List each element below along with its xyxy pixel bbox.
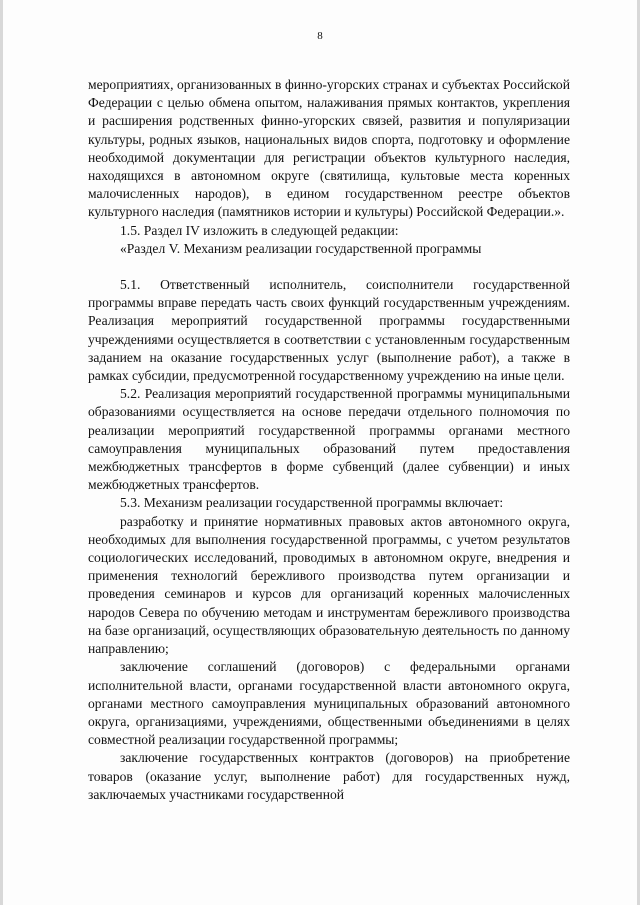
paragraph-amendment: 1.5. Раздел IV изложить в следующей редакции: <box>120 222 399 238</box>
paragraph-5-2: 5.2. Реализация мероприятий государственной программы муниципальными образованиями осуществляется на основе передачи отдельного полномочия по реализации мероприятий государственной программы органами местного самоуправления муниципальных образований путем предоставления межбюджетных трансфертов в форме субвенций (далее субвенции) и иных межбюджетных трансфертов. <box>88 386 570 493</box>
paragraph-item-1: разработку и принятие нормативных правовых актов автономного округа, необходимых для выполнения государственной программы, с учетом результатов социологических исследований, проводимых в автономном округе, внедрения и применения технологий бережливого производства путем организации и проведения семинаров и курсов для организаций коренных малочисленных народов Севера по обучению методам и инструментам бережливого производства на базе организаций, осуществляющих образовательную деятельность по данному направлению; <box>88 513 570 657</box>
paragraph-continuation: мероприятиях, организованных в финно-угорских странах и субъектах Российской Федерации с целью обмена опытом, налаживания прямых контактов, укрепления и расширения родственных финно-угорских связей, развития и популяризации культуры, родных языков, национальных видов спорта, подготовку и оформление необходимой документации для регистрации объектов культурного наследия, находящихся в автономном округе (святилища, культовые места коренных малочисленных народов), в едином государственном реестре объектов культурного наследия (памятников истории и культуры) Российской Федерации.». <box>88 77 570 220</box>
paragraph-5-3: 5.3. Механизм реализации государственной программы включает: <box>120 495 504 511</box>
page-number: 8 <box>317 30 323 42</box>
paragraph-5-1: 5.1. Ответственный исполнитель, соисполнители государственной программы вправе передать часть своих функций государственным учреждениям. Реализация мероприятий государственной программы государственными учреждениями осуществляется в соответствии с установленным государственным заданием на оказание государственных услуг (выполнение работ), а также в рамках субсидии, предусмотренной государственному учреждению на иные цели. <box>88 277 570 384</box>
document-body <box>88 76 570 804</box>
section-heading: «Раздел V. Механизм реализации государственной программы <box>120 240 482 256</box>
paragraph-item-2: заключение соглашений (договоров) с федеральными органами исполнительной власти, органами государственной власти автономного округа, органами местного самоуправления муниципальных образований автономного округа, организациями, учреждениями, общественными объединениями в целях совместной реализации государственной программы; <box>88 659 570 748</box>
paragraph-item-3: заключение государственных контрактов (договоров) на приобретение товаров (оказание услуг, выполнение работ) для государственных нужд, заключаемых участниками государственной <box>88 750 570 802</box>
scan-edge-left <box>0 0 3 905</box>
